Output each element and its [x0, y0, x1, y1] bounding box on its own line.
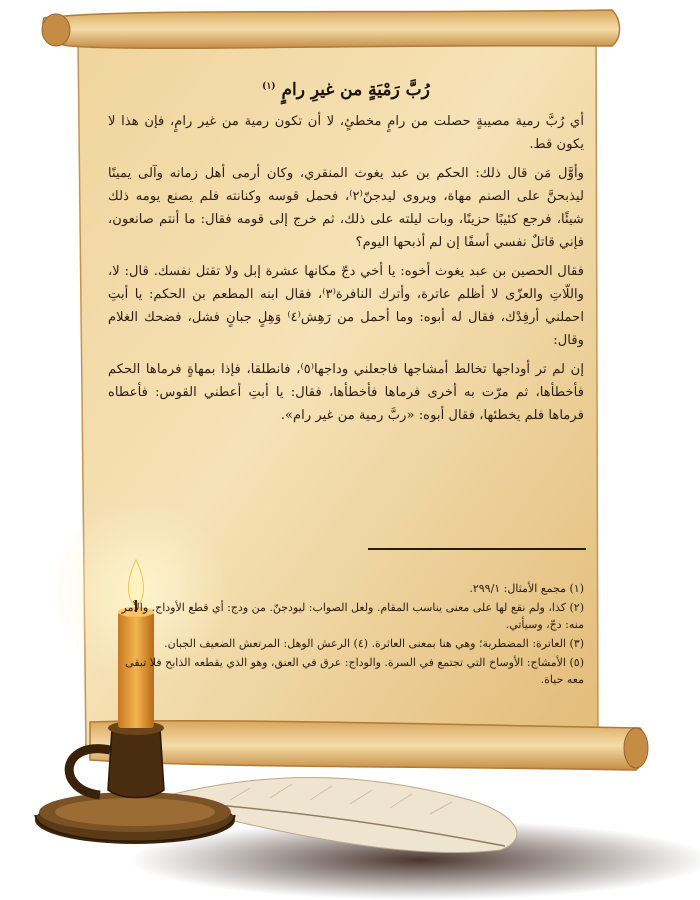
footnote-divider	[368, 548, 586, 550]
footnote-2: (٢) كذا، ولم نقع لها على معنى يناسب المقام. ولعل الصواب: ليودجنّ. من ودج: أي قطع الأوداج. والأمر منه: دجّ، وسيأتي.	[121, 601, 584, 631]
scroll-top-roll	[43, 10, 619, 48]
title-footnote-mark: (١)	[262, 81, 276, 92]
footnotes	[112, 580, 584, 690]
footnote-4: (٥) الأمشاج: الأوساخ التي تجتمع في السرة. والوداج: عرق في العنق، وهو الذي يقطعه الذابح فلا تبقى معه حياة.	[125, 656, 584, 686]
scroll-bottom-roll	[90, 721, 646, 770]
paragraph-4: إن لم تر أوداجها تخالط أمشاجها فاجعلني وداجها⁽٥⁾، فانطلقا، فإذا بمهاةٍ فرماها الحكم فأخطأها، ثم مرّت به أخرى فرماها فأخطأها، فقال: يا أبتِ أعطني القوس: فأعطاه فرماها فلم يخطئها، فقال أبوه: «ربَّ رمية من غير رام».	[108, 362, 585, 423]
title-text: رُبَّ رَمْيَةٍ من غيرِ رامٍ	[281, 80, 430, 100]
paragraph-1: أي رُبَّ رمية مصيبةٍ حصلت من رامٍ مخطئٍ، لا أن تكون رمية من غير رامٍ، فإن هذا لا يكون قط.	[108, 114, 584, 152]
footnote-3: (٣) العاترة: المضطربة؛ وهي هنا بمعنى العاثرة. (٤) الرعش الوهل: المرتعش الضعيف الجبان.	[164, 637, 584, 650]
footnote-1: (١) مجمع الأمثال: ٢٩٩/١.	[469, 582, 584, 595]
page-title	[108, 80, 584, 100]
paragraph-3: فقال الحصين بن عبد يغوث أخوه: يا أخي دجّ مكانها عشرة إبل ولا تقتل نفسك. قال: لا، واللّاتِ والعزّى لا أظلم عاترة، وأترك النافرة⁽٣⁾، فقال ابنه المطعم بن الحكم: يا أبتِ احملني أرفِدْك، فقال له أبوه: وما أحمل من رَهِش⁽٤⁾ وَهِلٍ جبانٍ فشل، فضحك الغلام وقال:	[108, 264, 584, 348]
paragraph-2: وأوَّل مَن قال ذلك: الحكم بن عبد يغوث المنقري، وكان أرمى أهل زمانه وآلى يمينًا ليذبحنَّ على الصنم مهاة، ويروى ليدجنّ⁽٢⁾، فحمل قوسه وكنانته فلم يصنع يومه ذلك شيئًا، فرجع كئيبًا حزينًا، وبات ليلته على ذلك، ثم خرج إلى قومه فقال: ما أنتم صانعون، فإني قاتلٌ نفسي أسفًا إن لم أذبحها اليوم؟	[108, 166, 584, 250]
